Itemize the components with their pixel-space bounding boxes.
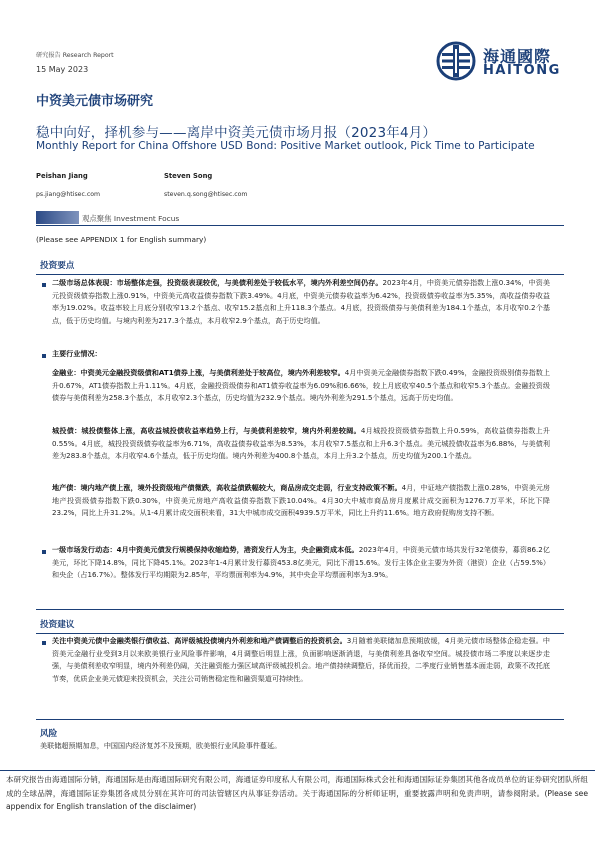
primary-market-paragraph [52,544,550,582]
divider [36,609,564,610]
series-title: 中资美元债市场研究 [36,94,154,109]
lgfv-paragraph [52,425,550,463]
author-name: Peishan Jiang [36,172,88,180]
paragraph-body: 2023年4月，中资美元债市场共发行32笔债券，募资86.2亿美元，环比下降14.8%，同比下降45.1%。2023年1-4月累计发行募资453.8亿美元，同比下滑15.6%。发行主体企业主要为外资（港资）企业（占59.5%）和央企（占16.7%）。整体发行平均期限为2.85年，平均票面利率为4.9%，其中央企平均票面利率为3.9%。 [52,545,550,579]
paragraph-lead: 金融业：中资美元金融投资级债和AT1债券上涨，与美债利差处于较高位，境内外利差较窄。 [52,368,345,377]
divider [36,274,564,275]
advice-title: 投资建议 [40,620,75,630]
bullet-icon [42,354,46,358]
report-date: 15 May 2023 [36,65,89,74]
paragraph-lead: 地产债：境内地产债上涨，境外投资级地产债微跌，高收益债跌幅较大，商品房成交走弱，行业支持政策不断。 [52,483,402,492]
financial-paragraph [52,367,550,405]
footer-rule [0,770,595,771]
paragraph-body: 2023年4月，中资美元债券指数上涨0.34%，中资美元投资级债券指数上涨0.91%，中资美元高收益债券指数下跌3.49%。4月底，中资美元债券收益率为6.42%，投资级债券收益率为5.35%，高收益债券收益率为19.02%。收益率较上月底分别收窄13.2个基点、收窄15.2基点和上升118.3个基点。4月底，投资级债券与美债利差为184.1个基点，本月收窄0.2个基点，低于历史均值。与境内利差为217.3个基点，本月收窄2.9个基点，高于历史均值。 [52,278,550,325]
industry-heading [52,348,550,361]
report-title-cn: 稳中向好，择机参与——离岸中资美元债市场月报（2023年4月） [36,125,437,141]
bullet-icon [42,283,46,287]
haitong-logo-icon [436,41,476,81]
paragraph-lead: 二级市场总体表现：市场整体走强，投资级表现较优，与美债利差处于较低水平，境内外利差空间仍存。 [52,278,383,287]
paragraph-lead: 一级市场发行动态：4月中资美元债发行规模保持收缩趋势，港资发行人为主，央企融资成本低。 [52,545,359,554]
paragraph-body: 3月随着美联储加息预期放缓，4月美元债市场整体企稳走强。中资美元金融行业受到3月以来欧美银行业风险事件影响，4月调整后明显上涨，负面影响逐渐消退，与美债利差具备收窄空间。城投债市场二季度以来逐步走强，与美债利差收窄明显，境内外利差仍阔，关注融资能力强区域高评级城投机会。地产债持续调整后，择优而投，二季度行业销售基本面走弱，政策不改托底节奏，优质企业美元债迎来投资机会，关注公司销售稳定性和融资渠道可持续性。 [52,636,550,683]
author-email[interactable]: steven.q.song@htisec.com [164,191,248,198]
report-title-en: Monthly Report for China Offshore USD Bond: Positive Market outlook, Pick Time to Participate [36,140,535,152]
report-type: 研究报告 Research Report [36,52,114,59]
bullet-icon [42,641,46,645]
focus-bar [36,211,79,224]
divider [36,225,564,226]
author-name: Steven Song [164,172,213,180]
highlights-title: 投资要点 [40,261,75,271]
property-paragraph [52,482,550,520]
market-performance-paragraph [52,277,550,327]
author-email[interactable]: ps.jiang@htisec.com [36,191,101,198]
paragraph-body: 4月城投投资级债券指数上升0.59%，高收益债券指数上升0.55%。4月底，城投投资级债券收益率为6.71%，高收益债券收益率为8.53%，本月收窄7.5基点和上升6.3个基点。美元城投债收益率为6.88%，与美债利差为283.8个基点，本月收窄4.6个基点，低于历史均值。境内外利差为400.8个基点，本月上升3.2个基点，历史均值为200.1个基点。 [52,426,550,460]
footer-disclaimer: 本研究报告由海通国际分销，海通国际是由海通国际研究有限公司，海通证券印度私人有限公司，海通国际株式会社和海通国际证券集团其他各成员单位的证券研究团队所组成的全球品牌，海通国际证券集团各成员分别在其许可的司法管辖区内从事证券活动。关于海通国际的分析师证明，重要披露声明和免责声明，请参阅附录。(Please see appendix for English translation of the disclaimer) [6,775,588,811]
divider [36,719,564,720]
paragraph-body: 4月中资美元金融债券指数下跌0.49%，金融投资级别债券指数上升0.67%，AT1债券指数上升1.11%。4月底，金融投资级债券和AT1债券收益率为6.09%和6.66%，较上月底收窄40.5个基点和收窄5.3个基点。金融投资级债券与美债利差为258.3个基点，本月收窄2.3个基点，历史均值为232.9个基点。境内外利差为291.5个基点，远高于历史均值。 [52,368,551,402]
risk-title: 风险 [40,729,58,739]
risk-paragraph: 美联储超预期加息，中国国内经济复苏不及预期，欧美银行业风险事件蔓延。 [40,741,282,750]
focus-label: 观点聚焦 Investment Focus [82,214,180,223]
logo-text-en: HAITONG [483,63,561,78]
logo-text-cn: 海通國際 [483,47,552,66]
paragraph-lead: 主要行业情况： [52,349,102,358]
bullet-icon [42,550,46,554]
divider [36,633,564,634]
paragraph-lead: 城投债：城投债整体上涨，高收益城投债收益率趋势上行，与美债利差较窄，境内外利差较阔。 [52,426,361,435]
advice-paragraph [52,635,550,685]
paragraph-lead: 关注中资美元债中金融类银行债收益、高评级城投债境内外利差和地产债调整后的投资机会。 [52,636,347,645]
appendix-note: (Please see APPENDIX 1 for English summary) [36,235,207,244]
paragraph-body: 4月，中证地产债指数上涨0.28%，中资美元房地产投资级债券指数下跌0.30%，中资美元房地产高收益债券指数下跌10.04%。4月30大中城市商品房月度累计成交面积为1276.7万平米，环比下降23.2%，同比上升31.2%。从1-4月累计成交面积来看，31大中城市成交面积4939.5万平米，同比上升约11.6%。地方政府促购房支持不断。 [52,483,550,517]
